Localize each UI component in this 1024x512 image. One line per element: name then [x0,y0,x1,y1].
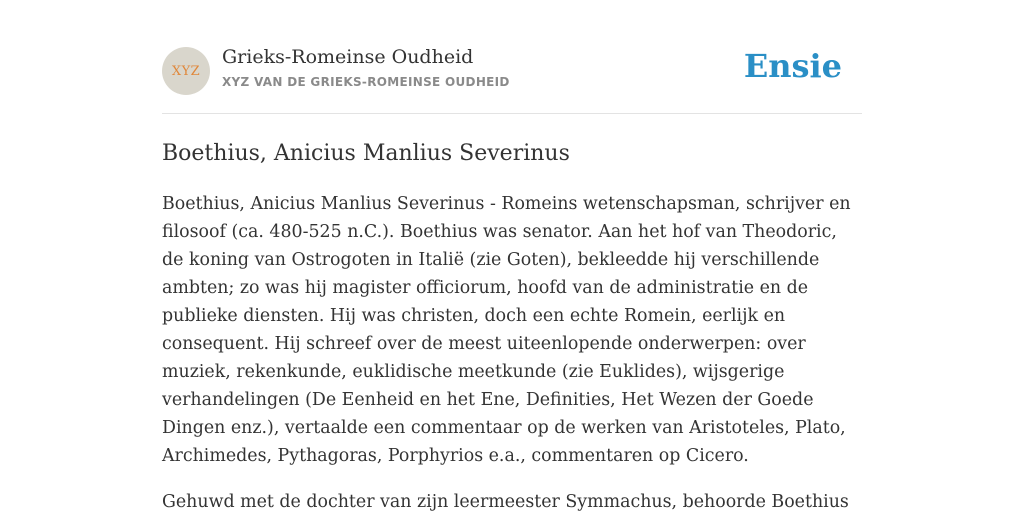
content-column [162,0,862,512]
site-name[interactable]: Grieks-Romeinse Oudheid [222,46,474,68]
avatar[interactable]: XYZ [162,47,210,95]
article-paragraph: Gehuwd met de dochter van zijn leermeester Symmachus, behoorde Boethius [162,492,849,512]
article-paragraph: Boethius, Anicius Manlius Severinus - Romeins wetenschapsman, schrijver en filosoof (ca. 480-525 n.C.). Boethius was senator. Aan het hof van Theodoric, de koning van Ostrogoten in Italië (zie Goten), bekleedde hij verschillende ambten; zo was hij magister officiorum, hoofd van de administratie en de publieke diensten. Hij was christen, doch een echte Romein, eerlijk en consequent. Hij schreef over de meest uiteenlopende onderwerpen: over muziek, rekenkunde, euklidische meetkunde (zie Euklides), wijsgerige verhandelingen (De Eenheid en het Ene, Definities, Het Wezen der Goede Dingen enz.), vertaalde een commentaar op de werken van Aristoteles, Plato, Archimedes, Pythagoras, Porphyrios e.a., commentaren op Cicero. [162,194,851,466]
site-subtitle: XYZ VAN DE GRIEKS-ROMEINSE OUDHEID [222,75,510,89]
article-title: Boethius, Anicius Manlius Severinus [162,141,570,166]
header [162,0,862,114]
brand-logo[interactable]: Ensie [743,47,842,85]
